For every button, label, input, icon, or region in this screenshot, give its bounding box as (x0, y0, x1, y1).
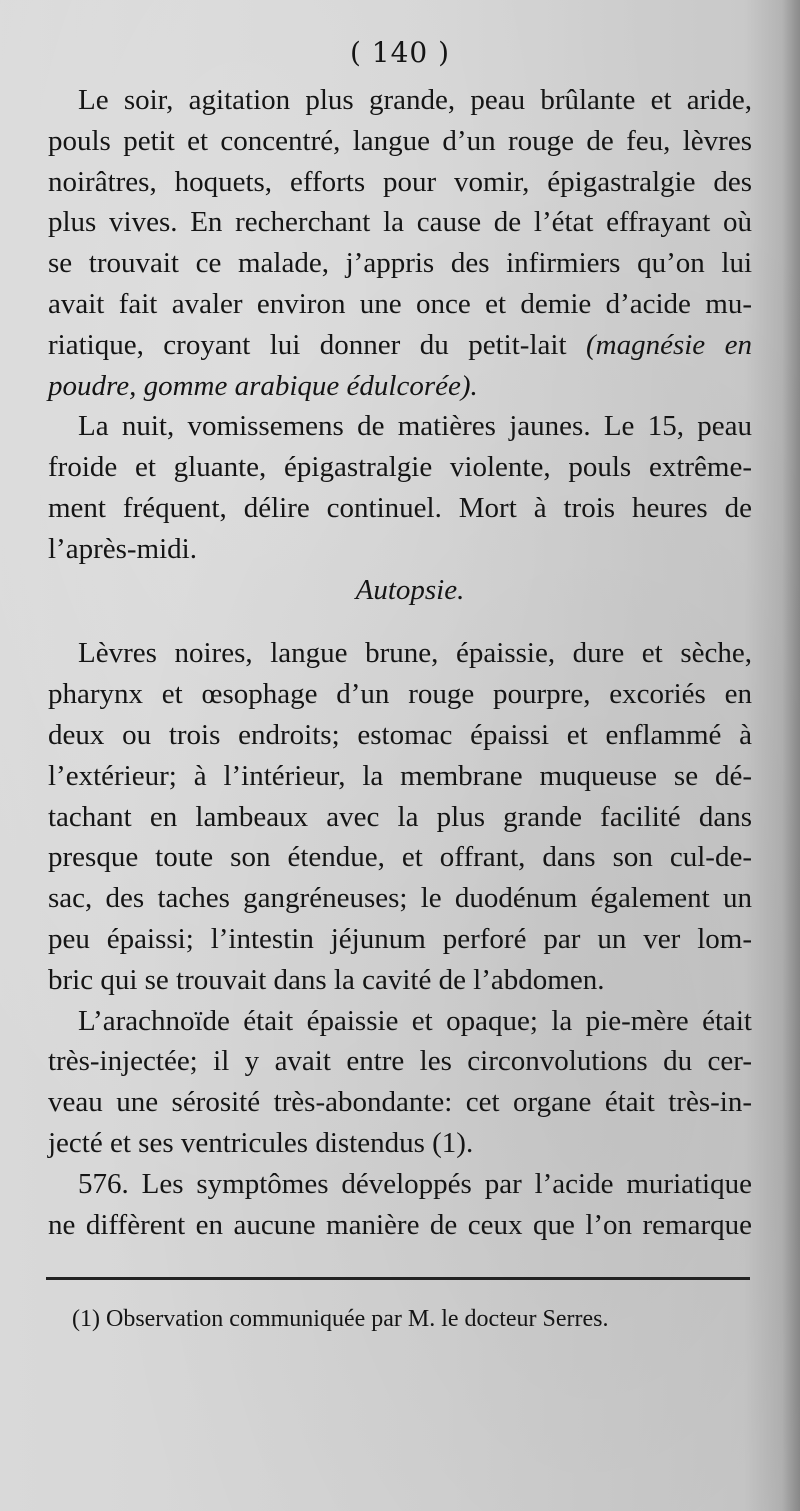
paragraph-brain (48, 1001, 752, 1164)
body-text (48, 80, 752, 1245)
text-line: Le soir, agitation plus grande, peau brûlante et aride, (78, 84, 752, 116)
text-line: peu épaissi; l’intestin jéjunum perforé par un ver lom- (48, 922, 752, 955)
text-line: presque toute son étendue, et offrant, dans son cul-de- (48, 841, 752, 874)
text-line (48, 325, 752, 366)
text-line (48, 366, 752, 407)
paragraph-night (48, 406, 752, 569)
text-segment: riatique, croyant lui donner du petit-lait (48, 328, 567, 361)
paragraph-evening-symptoms (48, 80, 752, 406)
text-line: L’arachnoïde était épaissie et opaque; la pie-mère était (78, 1004, 752, 1037)
text-line: noirâtres, hoquets, efforts pour vomir, épigastralgie des (48, 165, 752, 198)
italic-segment: (magnésie en (585, 328, 752, 361)
footnote-rule (46, 1277, 750, 1280)
text-line: plus vives. En recherchant la cause de l’état effrayant où (48, 206, 752, 239)
text-line: ment fréquent, délire continuel. Mort à trois heures de (48, 491, 752, 524)
text-line: l’après-midi. (48, 532, 197, 565)
text-line: l’extérieur; à l’intérieur, la membrane muqueuse se dé- (48, 759, 752, 792)
text-line: très-injectée; il y avait entre les circonvolutions du cer- (48, 1045, 752, 1078)
text-line: sac, des taches gangréneuses; le duodénum également un (48, 882, 752, 915)
text-line: veau une sérosité très-abondante: cet organe était très-in- (48, 1086, 752, 1119)
page-number: ( 140 ) (349, 36, 451, 69)
text-line: ne diffèrent en aucune manière de ceux que l’on remarque (48, 1208, 752, 1241)
paragraph-autopsy (48, 633, 752, 1000)
text-line: jecté et ses ventricules distendus (1). (48, 1126, 474, 1159)
italic-segment: poudre, gomme arabique édulcorée). (48, 369, 478, 402)
text-line: Lèvres noires, langue brune, épaissie, dure et sèche, (78, 637, 752, 670)
text-line: 576. Les symptômes développés par l’acide muriatique (78, 1167, 752, 1200)
paragraph-576 (48, 1164, 752, 1246)
text-line: froide et gluante, épigastralgie violente, pouls extrême- (48, 451, 752, 484)
text-line: La nuit, vomissemens de matières jaunes. Le 15, peau (78, 410, 752, 443)
section-heading: Autopsie. (355, 573, 465, 606)
text-line: bric qui se trouvait dans la cavité de l’abdomen. (48, 963, 605, 996)
text-line: avait fait avaler environ une once et demie d’acide mu- (48, 287, 752, 320)
footnote: (1) Observation communiquée par M. le docteur Serres. (72, 1306, 609, 1332)
text-line: se trouvait ce malade, j’appris des infirmiers qu’on lui (48, 247, 752, 280)
text-line: pharynx et œsophage d’un rouge pourpre, excoriés en (48, 678, 752, 711)
text-line: pouls petit et concentré, langue d’un rouge de feu, lèvres (48, 124, 752, 157)
text-line: deux ou trois endroits; estomac épaissi et enflammé à (48, 718, 752, 751)
text-line: tachant en lambeaux avec la plus grande facilité dans (48, 800, 752, 833)
